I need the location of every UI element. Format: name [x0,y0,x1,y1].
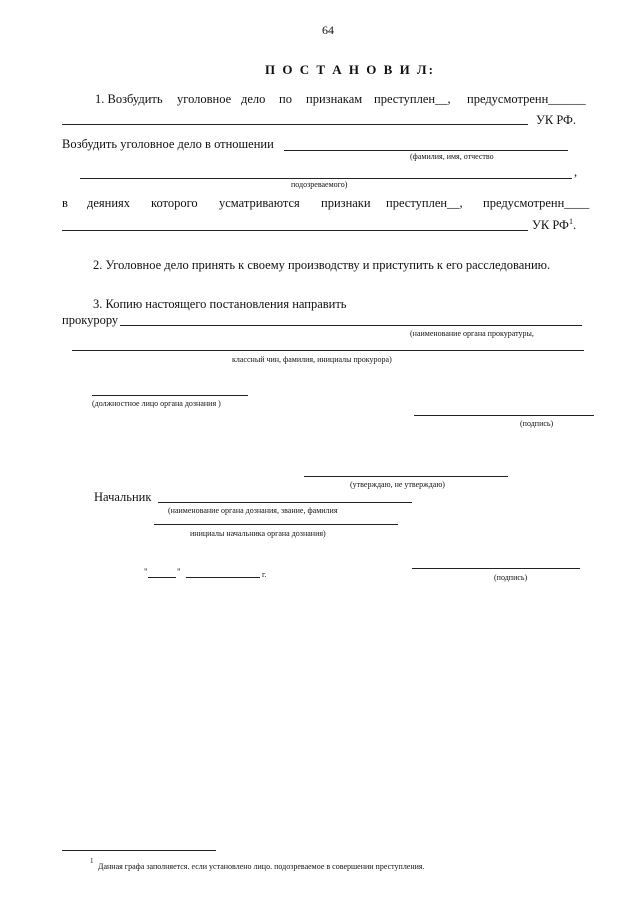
fill-line [154,524,398,525]
accused-label: Возбудить уголовное дело в отношении [62,137,274,151]
uk-rf-label: УК РФ. [536,113,577,127]
document-heading: П О С Т А Н О В И Л: [265,62,435,77]
item1-word: усматриваются [219,196,300,210]
footnote-separator [62,850,216,851]
item1-word: преступлен__, [374,92,451,106]
hint-chief-org: (наименование органа дознания, звание, фамилия [168,506,338,515]
date-quote-open: " [144,567,148,577]
item3-text: 3. Копию настоящего постановления направить [93,297,347,311]
fill-line [120,325,582,326]
fill-line [284,150,568,151]
item1-word: деяниях [87,196,131,210]
hint-name: (фамилия, имя, отчество [410,152,494,161]
fill-line [158,502,412,503]
fill-line [414,415,594,416]
item1-word: которого [151,196,198,210]
chief-label: Начальник [94,490,152,504]
item1-word: признаки [321,196,371,210]
fill-line [92,395,248,396]
hint-signature: (подпись) [520,419,554,428]
item1-word: по [279,92,292,106]
item1-word: предусмотренн______ [467,92,586,106]
fill-line [80,178,572,179]
date-quote-close: " [177,567,181,577]
footnote-mark: 1 [90,857,94,865]
fill-line [412,568,580,569]
hint-chief-initials: инициалы начальника органа дознания) [190,529,326,538]
item2-text: 2. Уголовное дело принять к своему производству и приступить к его расследованию. [93,258,551,272]
item1-word: преступлен__, [386,196,463,210]
comma: , [574,165,578,179]
item1-word: признакам [306,92,363,106]
item1-word: предусмотренн____ [483,196,590,210]
item1-word: 1. Возбудить [95,92,163,106]
hint-suspect: подозреваемого) [291,180,348,189]
fill-line [62,230,528,231]
date-day-line [148,577,176,578]
page-number: 64 [322,23,334,37]
item1-word: в [62,196,68,210]
uk-rf-label: УК $РФ^1$. [532,216,577,232]
prosecutor-label: прокурору [62,313,119,327]
date-month-line [186,577,260,578]
footnote-ref: 1 [568,216,573,226]
hint-signature: (подпись) [494,573,528,582]
footnote-text: Данная графа заполняется. если установлено лицо. подозреваемое в совершении преступления. [98,862,425,871]
hint-official: (должностное лицо органа дознания ) [92,399,221,408]
fill-line [62,124,528,125]
item1-word: дело [241,92,266,106]
fill-line [72,350,584,351]
hint-approve: (утверждаю, не утверждаю) [350,480,445,489]
date-year-suffix: г. [262,570,267,579]
item1-word: уголовное [177,92,232,106]
hint-prosecutor: классный чин, фамилия, инициалы прокурора) [232,355,392,364]
fill-line [304,476,508,477]
hint-prosecution: (наименование органа прокуратуры, [410,329,534,338]
